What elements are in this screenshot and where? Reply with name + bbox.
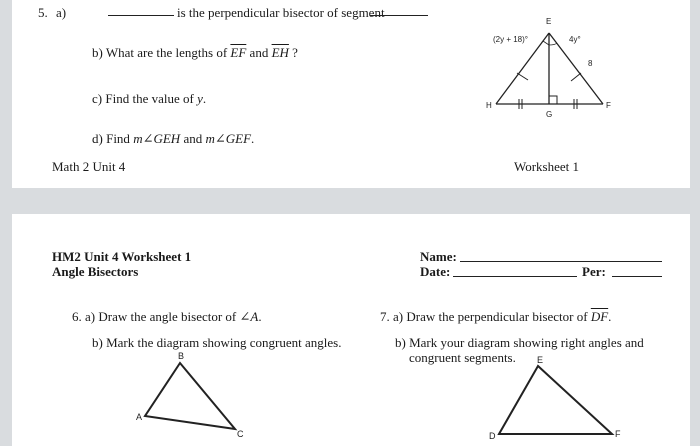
segment-eh: $\overline{EH}$ [271,45,289,60]
angle-right-label: 4y° [569,35,581,44]
question-5d-text: Find [106,131,130,146]
vertex-d-label: D [489,431,496,441]
question-5b-label: b) [92,45,103,60]
vertex-c-label: C [237,429,244,439]
tick-mark-eh [517,73,528,80]
question-6-number: 6. [72,309,82,324]
vertex-f-label-q7: F [615,429,621,439]
vertex-f-label: F [606,101,611,110]
question-6a-end: . [258,309,262,324]
question-5b-and: and [249,45,269,60]
triangle-ehf-diagram [12,0,690,188]
question-5d-end: . [251,131,255,146]
angle-arc-right [549,43,557,45]
angle-geh: m∠GEH [133,131,181,146]
worksheet-title: HM2 Unit 4 Worksheet 1 [52,249,192,264]
question-6b-text: Mark the diagram showing congruent angles. [106,335,342,350]
question-7-number: 7. [380,309,390,324]
angle-arc-left [543,41,549,45]
question-5c-text: Find the value of [105,91,194,106]
segment-ef: $\overline{EF}$ [230,45,247,60]
question-6a-label: a) [85,309,96,324]
question-5-number: 5. [38,5,48,20]
question-7a-label: a) [393,309,404,324]
footer-unit: Math 2 Unit 4 [52,159,126,174]
question-7b-text-2: congruent segments. [409,350,516,365]
question-5d-label: d) [92,131,103,146]
triangle-def-diagram [12,214,690,446]
vertex-b-label: B [178,351,185,361]
variable-y: y [197,91,203,106]
vertex-g-label: G [546,110,553,119]
question-5c-end: . [202,91,207,106]
question-5a-text: is the perpendicular bisector of segment [177,5,385,20]
segment-df: $\overline{DF}$ [590,309,609,324]
question-7b-label: b) [395,335,406,350]
worksheet-subtitle: Angle Bisectors [52,264,139,279]
triangle-def-shape[interactable] [499,366,612,434]
question-7a-text: Draw the perpendicular bisector of [406,309,588,324]
angle-left-label: (2y + 18)° [493,35,528,44]
period-label: Per: [582,264,606,279]
question-5d-and: and [183,131,203,146]
question-6a-text: Draw the angle bisector of [98,309,237,324]
question-7b-text-1: Mark your diagram showing right angles and [409,335,644,350]
vertex-e-label: E [546,17,552,26]
question-5c-label: c) [92,91,103,106]
right-angle-mark [549,96,557,104]
question-7a-end: . [608,309,612,324]
angle-a: ∠A [239,309,259,324]
question-5a-label: a) [56,5,67,20]
tick-mark-ef [571,73,581,81]
vertex-h-label: H [486,101,492,110]
angle-gef: m∠GEF [205,131,252,146]
worksheet-page-bottom [12,214,690,446]
question-5b-end: ? [292,45,298,60]
name-label: Name: [420,249,457,264]
question-6b-label: b) [92,335,103,350]
footer-worksheet: Worksheet 1 [514,159,580,174]
vertex-e-label-q7: E [537,355,544,365]
vertex-a-label: A [136,412,143,422]
side-length-label: 8 [588,59,593,68]
date-label: Date: [420,264,451,279]
question-5b-text: What are the lengths of [105,45,228,60]
worksheet-page-top [12,0,690,188]
